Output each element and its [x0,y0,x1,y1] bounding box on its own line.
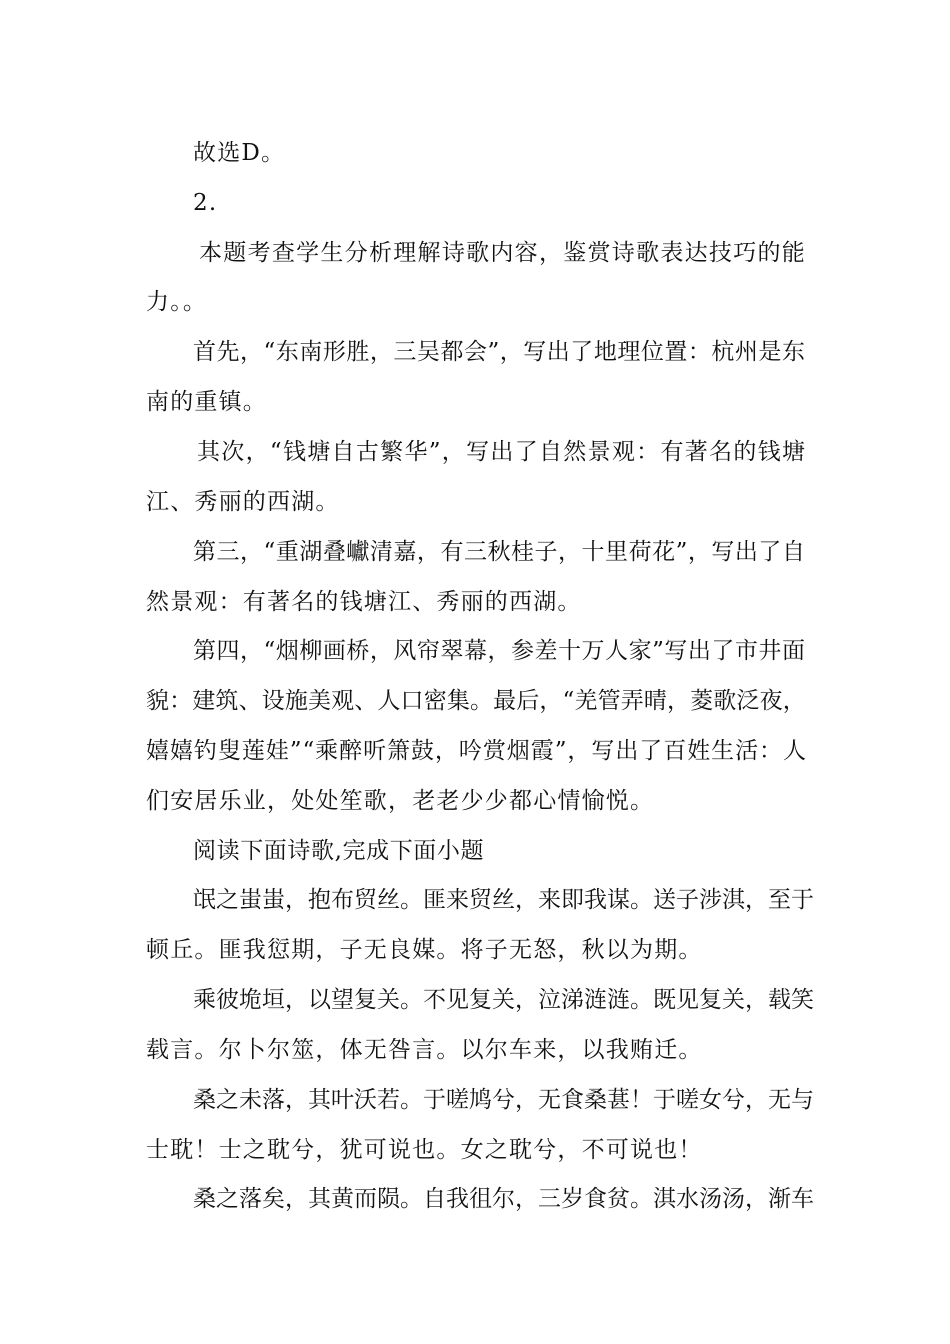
text-line-poem-5: 桑 之 未 落 ， 其 叶 沃 若 。 于 嗟 鸠 兮 ， 无 食 桑 葚 ！ 于 嗟 女 兮 ， 无 与 [193,1087,814,1113]
text-line-analysis-1: 本 题 考 查 学 生 分 析 理 解 诗 歌 内 容 ， 鉴 赏 诗 歌 表 达 技 巧 的 能 [199,240,805,266]
text-line-fourth-4: 们安居乐业，处处笙歌，老老少少都心情愉悦。 [146,788,655,814]
text-line-poem-6: 士耽！士之耽兮，犹可说也。女之耽兮，不可说也！ [146,1137,703,1163]
text-line-fourth-3: 嬉 嬉 钓 叟 莲 娃 ” “ 乘 醉 听 箫 鼓 ， 吟 赏 烟 霞 ” ， 写 出 了 百 姓 生 活 ： 人 [146,738,806,764]
text-line-poem-4: 载言。尔卜尔筮，体无咎言。以尔车来，以我贿迁。 [146,1037,703,1063]
text-line-poem-7: 桑 之 落 矣 ， 其 黄 而 陨 。 自 我 徂 尔 ， 三 岁 食 贫 。 淇 水 汤 汤 ， 渐 车 [193,1186,814,1212]
text-line-poem-2: 顿丘。匪我愆期，子无良媒。将子无怒，秋以为期。 [146,937,703,963]
text-line-third-1: 第 三 ， “ 重 湖 叠 巘 清 嘉 ， 有 三 秋 桂 子 ， 十 里 荷 花 ” ， 写 出 了 自 [193,539,805,565]
text-line-poem-1: 氓 之 蚩 蚩 ， 抱 布 贸 丝 。 匪 来 贸 丝 ， 来 即 我 谋 。 送 子 涉 淇 ， 至 于 [193,887,814,913]
text-line-second-2: 江、秀丽的西湖。 [146,489,340,515]
text-line-third-2: 然景观：有著名的钱塘江、秀丽的西湖。 [146,589,582,615]
text-line-fourth-1: 第 四 ， “ 烟 柳 画 桥 ， 风 帘 翠 幕 ， 参 差 十 万 人 家 ” 写 出 了 市 井 面 [193,638,805,664]
text-line-analysis-2: 力。。 [146,289,208,315]
text-line-first-1: 首 先 ， “ 东 南 形 胜 ， 三 吴 都 会 ” ， 写 出 了 地 理 位 置 ： 杭 州 是 东 [193,339,805,365]
text-line-poem-3: 乘 彼 垝 垣 ， 以 望 复 关 。 不 见 复 关 ， 泣 涕 涟 涟 。 既 见 复 关 ， 载 笑 [193,987,814,1013]
text-line-answer: 故选D。 [193,140,286,166]
text-line-second-1: 其 次 ， “ 钱 塘 自 古 繁 华 ” ， 写 出 了 自 然 景 观 ： 有 著 名 的 钱 塘 [197,439,805,465]
text-line-fourth-2: 貌 ： 建 筑 、 设 施 美 观 、 人 口 密 集 。 最 后 ， “ 羌 管 弄 晴 ， 菱 歌 泛 夜 ， [146,688,806,714]
text-line-instruction: 阅读下面诗歌,完成下面小题 [193,838,485,864]
text-line-first-2: 南的重镇。 [146,389,267,415]
text-line-question-number: 2. [193,190,218,216]
